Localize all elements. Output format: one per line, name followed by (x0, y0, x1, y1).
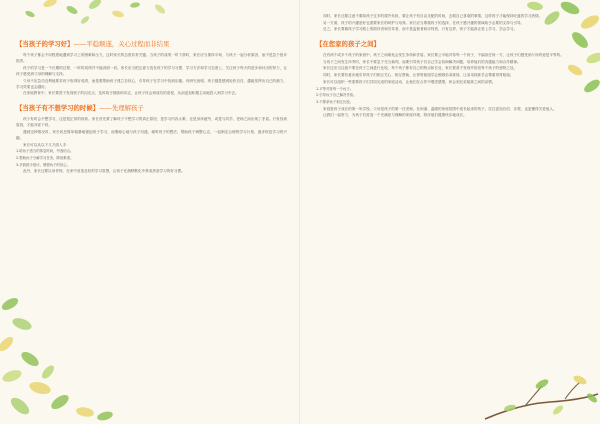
section-heading (316, 40, 584, 48)
section-heading (16, 104, 287, 112)
body-paragraph: 家长还应当注意不要在孩子之间进行比较，每个孩子都有自己的特点和长处，家长要善于发现并欣赏每个孩子的独特之处。 (323, 66, 518, 71)
right-page (300, 0, 600, 424)
body-paragraph: 家长可以组织一些需要孩子们共同完成的家庭活动，让他们在合作中增进感情，体会到兄弟姐妹之间的亲情。 (323, 79, 496, 84)
body-paragraph: 孩子的学习是一个长期的过程，一时的成绩并不能说明一切。家长应当把注意力放在孩子的学习习惯、学习方法和学习态度上，关注孩子每天的进步和付出的努力，让孩子感受到父母的理解与支持。 (16, 65, 287, 76)
body-paragraph: 让我们一起努力，为孩子们营造一个充满爱与理解的家庭环境，陪伴他们健康快乐地成长。 (323, 113, 467, 118)
leaf-decoration-bottom-left (0, 284, 300, 424)
list-item: 3.多鼓励少批评，增强孩子的信心。 (16, 162, 71, 167)
leaf-decoration-top-left (0, 0, 300, 40)
list-item: 3.不要拿孩子相互比较。 (316, 99, 354, 104)
branch-decoration-bottom-right (480, 364, 600, 424)
list-item: 2.引导孩子自己解决矛盾。 (316, 93, 357, 98)
body-paragraph: 在有两个或多个孩子的家庭中，孩子之间难免会发生争执和矛盾。家长要公平地对待每一个孩子，不偏袒任何一方，让孩子们感受到父母的爱是平等的。 (323, 53, 564, 58)
body-paragraph: 同时，家长还要注意不要给孩子过多的课外负担，要让孩子有自由支配的时间，去做自己喜欢的事情，这样孩子才能保持旺盛的学习热情。 (323, 14, 543, 18)
heading-bracket-title: 【当孩子有不想学习的时候】 (16, 104, 100, 113)
left-column (16, 38, 287, 175)
body-paragraph: 总之，家长要做孩子学习路上的陪伴者和引导者，而不是监督者和评判者，只有这样，孩子才能真正爱上学习，学会学习。 (323, 27, 518, 32)
body-paragraph: 遇到这种情况时，家长切忌简单粗暴地强迫孩子学习，而要耐心地与孩子沟通，倾听孩子的想法，帮助孩子调整心态，一起制定合理的学习计划，逐步恢复学习的兴趣。 (16, 129, 287, 140)
heading-bracket-title: 【在您家的孩子之间】 (316, 40, 380, 49)
body-paragraph: 另一方面，孩子的兴趣爱好也需要家长的呵护与培养。家长应当尊重孩子的选择，在孩子感兴趣的领域给予必要的支持与引导。 (323, 20, 525, 25)
body-paragraph: 当孩子之间发生冲突时，家长不要急于充当裁判，而要引导孩子们自己学会协商解决问题，培养他们的沟通能力和合作精神。 (323, 59, 521, 64)
body-paragraph: 父母不应急功近利地要求孩子取得好成绩，而是要帮助孩子建立自信心，引导孩子在学习中找到乐趣。有研究表明，孩子越是感到轻松自在，越能发挥出自己的潜力，学习效果也会越好。 (16, 78, 287, 89)
list-item: 1.平等对待每一个孩子。 (316, 86, 354, 91)
body-paragraph: 家庭是孩子成长的第一所学校，父母是孩子的第一任老师。在和谐、温暖的家庭氛围中成长起来的孩子，往往更加自信、乐观，也更懂得关爱他人。 (323, 106, 557, 111)
heading-subtitle: ——平稳顺遂，关心过程而非结果 (73, 40, 170, 48)
right-column (316, 13, 584, 119)
body-paragraph: 孩子有时会不想学习，这是很正常的现象。家长首先要了解孩子不想学习的真正原因，是学习内容太难，还是身体疲劳，或是与同学、老师之间出现了矛盾。只有找到原因，才能对症下药。 (16, 117, 287, 128)
list-item: 2.帮助孩子分解学习任务，降低难度。 (16, 155, 74, 160)
body-paragraph: 家长可以从以下几方面入手： (23, 142, 70, 147)
section-heading (16, 40, 287, 48)
body-paragraph: 此外，家长还要以身作则，在家中营造良好的学习氛围，让孩子在潜移默化中养成热爱学习的好习惯。 (23, 169, 185, 174)
list-item: 1.给孩子适当的休息时间，劳逸结合。 (16, 149, 74, 154)
body-paragraph: 同时，家长要有意识地引导孩子们相互关心、相互帮助，让哥哥姐姐学会照顾弟弟妹妹，让弟弟妹妹学会尊重哥哥姐姐。 (323, 73, 514, 78)
body-paragraph: 在家庭教育中，家长要善于发现孩子的闪光点，及时给予鼓励和肯定，让孩子体会到成功的喜悦，从而更加积极主动地投入到学习中去。 (23, 91, 239, 96)
heading-subtitle: ——先理解孩子 (99, 104, 144, 113)
body-paragraph: 每个孩子都会不同程度地遇到学习上的困难和压力，这时家长的态度非常关键。当孩子的成绩一时下滑时，家长应当保持平和，与孩子一起分析原因，而不是急于批评指责。 (16, 53, 287, 64)
heading-bracket-title: 【当孩子的学习好】 (16, 40, 74, 48)
